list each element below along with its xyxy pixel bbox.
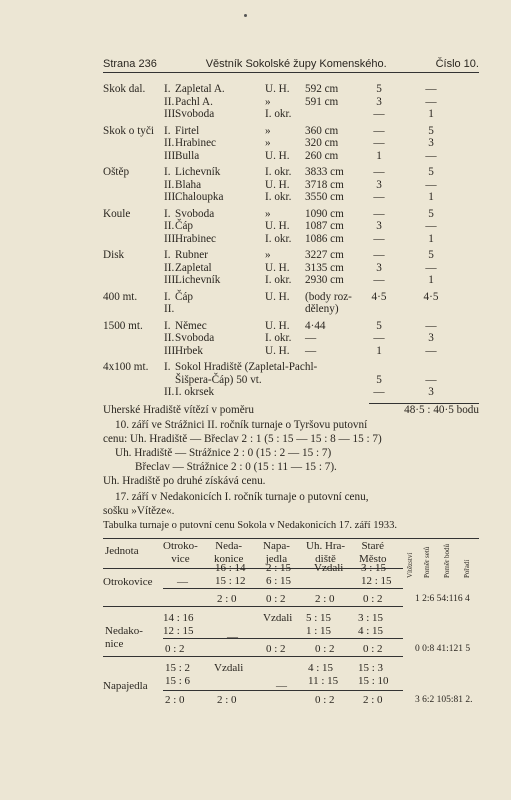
result-nm: I. okrsek bbox=[175, 386, 215, 398]
result-club: U. H. bbox=[265, 149, 290, 162]
otr-rule bbox=[163, 588, 403, 589]
nap-vs-uh: 4 : 15 11 : 15 bbox=[308, 662, 339, 687]
result-res: — bbox=[305, 344, 317, 357]
result-cat: Koule bbox=[103, 207, 131, 220]
result-plc: II. bbox=[164, 332, 175, 344]
result-p1: — bbox=[373, 124, 385, 137]
ned-results: 0 0:8 41:121 5 bbox=[415, 644, 471, 654]
nap-vs-otr: 15 : 2 15 : 6 bbox=[165, 662, 191, 687]
result-nm: Svoboda bbox=[175, 108, 215, 120]
nap-vs-stare: 15 : 3 15 : 10 bbox=[358, 662, 389, 687]
result-cat: Skok dal. bbox=[103, 83, 146, 95]
ned-sum-otr: 0 : 2 bbox=[165, 643, 185, 655]
result-plc: III. bbox=[164, 274, 178, 286]
result-p1: — bbox=[373, 232, 385, 245]
result-p2: 1 bbox=[428, 191, 434, 203]
result-row bbox=[103, 166, 479, 179]
result-row bbox=[103, 83, 479, 96]
result-p1: 3 bbox=[376, 220, 382, 232]
summary-label: Uherské Hradiště vítězí v poměru bbox=[103, 404, 254, 416]
results-list bbox=[103, 83, 479, 399]
result-plc: I. bbox=[164, 124, 171, 137]
result-club: I. okr. bbox=[265, 332, 292, 344]
result-club: U. H. bbox=[265, 83, 290, 95]
result-row bbox=[103, 96, 479, 109]
ned-vs-stare: 3 : 15 4 : 15 bbox=[358, 612, 384, 637]
header-rule bbox=[103, 72, 479, 73]
page-number: Strana 236 bbox=[103, 58, 157, 70]
nap-rule bbox=[163, 690, 403, 691]
result-cat: 1500 mt. bbox=[103, 319, 143, 332]
result-p1: — bbox=[373, 249, 385, 261]
result-plc: I. bbox=[164, 290, 171, 303]
result-club: U. H. bbox=[265, 319, 290, 332]
result-row bbox=[103, 361, 479, 374]
otr-vs-stare: 3 : 15 12 : 15 bbox=[361, 562, 392, 587]
result-res: 320 cm bbox=[305, 137, 339, 149]
result-club: I. okr. bbox=[265, 274, 292, 286]
summary-value: 48·5 : 40·5 bodu bbox=[404, 404, 479, 416]
result-plc: II. bbox=[164, 178, 175, 191]
nap-sum-neda: 2 : 0 bbox=[217, 694, 237, 706]
result-row bbox=[103, 386, 479, 399]
result-p1: 1 bbox=[376, 149, 382, 162]
journal-title: Věstník Sokolské župy Komenského. bbox=[205, 58, 387, 70]
result-nm: Zapletal bbox=[175, 261, 212, 274]
result-row bbox=[103, 291, 479, 304]
otr-sum-neda: 2 : 0 bbox=[217, 593, 237, 605]
result-plc: III. bbox=[164, 191, 178, 203]
result-row bbox=[103, 332, 479, 345]
result-plc: III. bbox=[164, 108, 178, 120]
result-row bbox=[103, 179, 479, 192]
result-club: U. H. bbox=[265, 220, 290, 232]
result-res: 3718 cm bbox=[305, 178, 344, 191]
result-res: 1087 cm bbox=[305, 220, 344, 232]
result-p1: 5 bbox=[376, 83, 382, 95]
result-plc: I. bbox=[164, 166, 171, 178]
result-row bbox=[103, 208, 479, 221]
result-p1: — bbox=[373, 274, 385, 286]
result-row bbox=[103, 249, 479, 262]
book-page: Strana 236 Věstník Sokolské župy Komenského. Číslo 10. Skok dal. I. Zapletal A. U. H. 592 cm 5 — II. Pachl A. » 591 cm 3 — III. Svoboda I. okr. — 1 Skok o tyči I. Firtel » 360 cm — 5 II. Hrabinec » 320 cm — 3 III. Bulla U. H. 260 cm 1 — Oštěp I. Lichevník I. okr. 3833 cm — 5 II. Blaha U. H. 3718 cm 3 — III. Chaloupka I. okr. 3550 cm — 1 Koule I. Svoboda » 1090 cm — 5 II. Čáp U. H. 1087 cm 3 — III. Hrabinec I. okr. 1086 cm — 1 Disk I. Rubner » 3227 cm — 5 II. Zapletal U. H. 3135 cm 3 — III. Lichevník I. okr. 2930 cm — 1 400 mt. I. Čáp U. H. (body roz- 4·5 4·5 II. děleny) 1500 mt. I. Němec U. H. 4·44 5 — II. Svoboda I. okr. — — 3 III. Hrbek U. H. — 1 — 4x100 mt. I. Sokol Hradiště (Zapletal-Pachl- Šišpera-Čáp) 50 vt. 5 — II. I. okrsek — 3 Uherské Hradiště vítězí v poměru 48·5 : 40·5 bodu 10. září ve Strážnici II. ročník turnaje o Tyršovu putovní cenu: Uh. Hradiště — Břeclav 2 : 1 (5 : 15 — 15 : 8 — 15 : 7) Uh. Hradiště — Strážnice 2 : 0 (15 : 2 — 15 : 7) Břeclav — Strážnice 2 : 0 (15 : 11 — 15 : 7). Uh. Hradiště po druhé získává cenu. 17. září v Nedakonicích I. ročník turnaje o putovní cenu, sošku »Vítěze«. Tabulka turnaje o putovní cenu Sokola v Nedakonicích 17. září 1933. Jednota Otroko- vice Neda- konice Napa- jedla Uh. Hra- diště Staré Město Vítězství Poměr setů Poměr bodů Pořadí Otrokovice — 16 : 14 15 : 12 2 : 15 6 : 15 Vzdali 3 : 15 12 : 15 2 : 0 0 : 2 2 : 0 0 : 2 1 2:6 54:116 4 Nedako- nice 14 : 16 12 : 15 — Vzdali 5 : 15 1 : 15 3 : 15 4 : 15 0 : 2 0 : 2 0 : 2 0 : 2 0 0:8 41:121 5 Napajedla 15 : 2 15 : 6 Vzdali — 4 : 15 11 : 15 15 : 3 15 : 10 2 : 0 2 : 0 0 : 2 2 : 0 3 6:2 105:81 2. bbox=[0, 0, 511, 800]
result-p2: — bbox=[425, 83, 437, 95]
result-res: 1086 cm bbox=[305, 232, 344, 245]
result-cat: Skok o tyči bbox=[103, 124, 154, 137]
result-row bbox=[103, 125, 479, 138]
result-cat: 400 mt. bbox=[103, 290, 138, 303]
result-p1: 3 bbox=[376, 178, 382, 191]
team-otrokovice: Otrokovice bbox=[103, 576, 153, 588]
result-club: U. H. bbox=[265, 178, 290, 191]
result-plc: II. bbox=[164, 386, 175, 398]
result-plc: II. bbox=[164, 220, 175, 232]
result-p2: 1 bbox=[428, 274, 434, 286]
header-bottom-rule bbox=[103, 568, 403, 569]
result-p2: — bbox=[425, 178, 437, 191]
result-res: 3833 cm bbox=[305, 166, 344, 178]
nap-vs-neda: Vzdali bbox=[214, 662, 244, 674]
result-p2: 3 bbox=[428, 137, 434, 149]
ned-sum-napa: 0 : 2 bbox=[266, 643, 286, 655]
result-res: 260 cm bbox=[305, 149, 339, 162]
result-club: I. okr. bbox=[265, 232, 292, 245]
result-p2: 1 bbox=[428, 108, 434, 120]
result-plc: I. bbox=[164, 83, 171, 95]
result-nm: Němec bbox=[175, 319, 207, 332]
result-p1: 1 bbox=[376, 344, 382, 357]
result-nm: Zapletal A. bbox=[175, 83, 225, 95]
result-res: 360 cm bbox=[305, 124, 339, 137]
result-row bbox=[103, 233, 479, 246]
issue-number: Číslo 10. bbox=[435, 58, 479, 70]
nap-sum-otr: 2 : 0 bbox=[165, 694, 185, 706]
result-plc: III. bbox=[164, 149, 178, 162]
ned-vs-uh: 5 : 15 1 : 15 bbox=[306, 612, 332, 637]
header-otrokovice: Otroko- vice bbox=[163, 540, 198, 565]
result-p2: — bbox=[425, 344, 437, 357]
result-plc: I. bbox=[164, 249, 171, 261]
ned-bottom-rule bbox=[103, 656, 403, 657]
otr-vs-uh: Vzdali bbox=[314, 562, 344, 574]
result-nm: Bulla bbox=[175, 149, 200, 162]
result-nm: Čáp bbox=[175, 290, 194, 303]
result-row bbox=[103, 262, 479, 275]
result-p2: 5 bbox=[428, 249, 434, 261]
result-nm: Pachl A. bbox=[175, 95, 213, 108]
result-club: » bbox=[265, 249, 271, 261]
result-res: 4·44 bbox=[305, 319, 326, 332]
result-p1: — bbox=[373, 191, 385, 203]
result-plc: I. bbox=[164, 319, 171, 332]
ned-sum-stare: 0 : 2 bbox=[363, 643, 383, 655]
header-uh-hradiste: Uh. Hra- diště bbox=[306, 540, 346, 565]
result-p1: — bbox=[373, 386, 385, 398]
header-poradi: Pořadí bbox=[463, 559, 471, 578]
ned-rule bbox=[163, 638, 403, 639]
result-row bbox=[103, 320, 479, 333]
result-p2: — bbox=[425, 149, 437, 162]
result-club: » bbox=[265, 95, 271, 108]
result-res: 3550 cm bbox=[305, 191, 344, 203]
result-p2: — bbox=[425, 220, 437, 232]
page-dot bbox=[244, 14, 247, 17]
result-cat: 4x100 mt. bbox=[103, 361, 149, 373]
result-plc: II. bbox=[164, 261, 175, 274]
ned-sum-uh: 0 : 2 bbox=[315, 643, 335, 655]
result-plc: II. bbox=[164, 137, 175, 149]
result-nm: Svoboda bbox=[175, 332, 215, 344]
result-plc: III. bbox=[164, 232, 178, 245]
result-nm: Sokol Hradiště (Zapletal-Pachl- bbox=[175, 361, 318, 373]
result-p1: — bbox=[373, 332, 385, 344]
ned-vs-otr: 14 : 16 12 : 15 bbox=[163, 612, 194, 637]
result-p2: — bbox=[425, 373, 437, 386]
result-row bbox=[103, 137, 479, 150]
ned-dash: — bbox=[227, 631, 238, 643]
nap-results: 3 6:2 105:81 2. bbox=[415, 695, 473, 705]
otr-bottom-rule bbox=[103, 606, 403, 607]
nap-sum-uh: 0 : 2 bbox=[315, 694, 335, 706]
result-club: U. H. bbox=[265, 261, 290, 274]
result-p1: — bbox=[373, 207, 385, 220]
result-row bbox=[103, 274, 479, 287]
result-cat: Oštěp bbox=[103, 166, 130, 178]
result-row bbox=[103, 220, 479, 233]
result-nm: Svoboda bbox=[175, 207, 215, 220]
result-res: 2930 cm bbox=[305, 274, 344, 286]
result-plc: II. bbox=[164, 303, 175, 315]
otr-dash: — bbox=[177, 576, 188, 588]
result-row bbox=[103, 191, 479, 204]
otr-vs-napa: 2 : 15 6 : 15 bbox=[266, 562, 292, 587]
result-club: I. okr. bbox=[265, 191, 292, 203]
header-jednota: Jednota bbox=[105, 545, 139, 557]
header-vitezstvi: Vítězství bbox=[406, 552, 414, 578]
result-nm: Šišpera-Čáp) 50 vt. bbox=[175, 373, 262, 386]
result-p2: — bbox=[425, 261, 437, 274]
team-napajedla: Napajedla bbox=[103, 680, 148, 692]
result-club: » bbox=[265, 124, 271, 137]
result-row bbox=[103, 303, 479, 316]
result-club: » bbox=[265, 137, 271, 149]
result-p2: 1 bbox=[428, 232, 434, 245]
result-club: I. okr. bbox=[265, 108, 292, 120]
result-row bbox=[103, 108, 479, 121]
result-p2: 5 bbox=[428, 124, 434, 137]
result-nm: Lichevník bbox=[175, 166, 221, 178]
result-p1: — bbox=[373, 137, 385, 149]
otr-results: 1 2:6 54:116 4 bbox=[415, 594, 470, 604]
nap-sum-stare: 2 : 0 bbox=[363, 694, 383, 706]
result-p1: — bbox=[373, 166, 385, 178]
result-nm: Rubner bbox=[175, 249, 208, 261]
result-plc: II. bbox=[164, 95, 175, 108]
result-res: 591 cm bbox=[305, 95, 339, 108]
result-p1: 3 bbox=[376, 95, 382, 108]
result-club: I. okr. bbox=[265, 166, 292, 178]
result-club: U. H. bbox=[265, 344, 290, 357]
header-pomer-bodu: Poměr bodů bbox=[443, 543, 451, 578]
result-res: — bbox=[305, 332, 317, 344]
result-nm: Blaha bbox=[175, 178, 202, 191]
result-res: 3227 cm bbox=[305, 249, 344, 261]
header-nedakonice: Neda- konice bbox=[214, 540, 244, 565]
otr-sum-uh: 2 : 0 bbox=[315, 593, 335, 605]
result-p1: 4·5 bbox=[371, 290, 387, 303]
result-nm: Hrabinec bbox=[175, 137, 216, 149]
running-header bbox=[103, 58, 479, 70]
result-p2: 3 bbox=[428, 332, 434, 344]
result-res: 592 cm bbox=[305, 83, 339, 95]
result-p2: 5 bbox=[428, 166, 434, 178]
result-p1: — bbox=[373, 108, 385, 120]
result-nm: Čáp bbox=[175, 220, 194, 232]
result-p1: 5 bbox=[376, 373, 382, 386]
otr-sum-napa: 0 : 2 bbox=[266, 593, 286, 605]
result-plc: I. bbox=[164, 207, 171, 220]
result-res: děleny) bbox=[305, 303, 339, 315]
result-cat: Disk bbox=[103, 249, 125, 261]
result-p1: 5 bbox=[376, 319, 382, 332]
header-stare-mesto: Staré Město bbox=[359, 540, 387, 565]
result-p2: 5 bbox=[428, 207, 434, 220]
header-pomer-setu: Poměr setů bbox=[423, 546, 431, 578]
nap-dash: — bbox=[276, 680, 287, 692]
team-nedakonice: Nedako- nice bbox=[105, 625, 143, 650]
result-row bbox=[103, 374, 479, 387]
result-plc: I. bbox=[164, 361, 171, 373]
result-nm: Hrabinec bbox=[175, 232, 216, 245]
result-p2: — bbox=[425, 319, 437, 332]
result-p2: 4·5 bbox=[423, 290, 439, 303]
result-nm: Hrbek bbox=[175, 344, 203, 357]
result-res: (body roz- bbox=[305, 290, 352, 303]
result-row bbox=[103, 345, 479, 358]
ned-vs-napa: Vzdali bbox=[263, 612, 293, 624]
result-club: » bbox=[265, 207, 271, 220]
result-p2: 3 bbox=[428, 386, 434, 398]
result-club: U. H. bbox=[265, 290, 290, 303]
header-napajedla: Napa- jedla bbox=[263, 540, 290, 565]
result-nm: Firtel bbox=[175, 124, 200, 137]
result-p1: 3 bbox=[376, 261, 382, 274]
result-nm: Chaloupka bbox=[175, 191, 224, 203]
otr-vs-neda: 16 : 14 15 : 12 bbox=[215, 562, 246, 587]
result-nm: Lichevník bbox=[175, 274, 221, 286]
result-row bbox=[103, 150, 479, 163]
result-p2: — bbox=[425, 95, 437, 108]
result-res: 1090 cm bbox=[305, 207, 344, 220]
otr-sum-stare: 0 : 2 bbox=[363, 593, 383, 605]
result-plc: III. bbox=[164, 344, 178, 357]
result-res: 3135 cm bbox=[305, 261, 344, 274]
